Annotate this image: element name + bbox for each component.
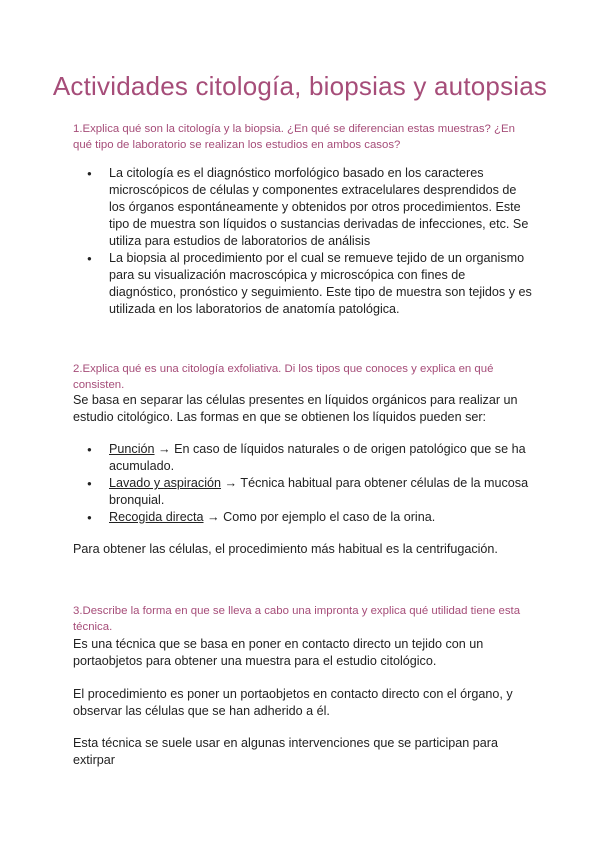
q3-paragraph: El procedimiento es poner un portaobjetos en contacto directo con el órgano, y observar las células que se han adherido a él.	[73, 687, 513, 718]
method-description: → En caso de líquidos naturales o de origen patológico que se ha acumulado.	[109, 442, 526, 473]
list-item	[73, 475, 533, 509]
method-description: → Como por ejemplo el caso de la orina.	[203, 510, 436, 524]
question-1: 1.Explica qué son la citología y la biopsia. ¿En qué se diferencian estas muestras? ¿En qué tipo de laboratorio se realizan los estudios en ambos casos?	[73, 123, 515, 151]
q1-bullet-list	[73, 165, 533, 318]
list-item: ● La citología es el diagnóstico morfológico basado en los caracteres microscópicos de células y componentes extracelulares desprendidos de los órganos espontáneamente y obtenidos por otros procedimientos. Este tipo de muestra son líquidos o sustancias derivadas de infecciones, etc. Se utiliza para estudios de laboratorios de análisis	[73, 165, 533, 250]
question-2: 2.Explica qué es una citología exfoliativa. Di los tipos que conoces y explica en qué consisten.	[73, 363, 494, 391]
question-3: 3.Describe la forma en que se lleva a cabo una impronta y explica qué utilidad tiene esta técnica.	[73, 605, 521, 633]
method-description: → Técnica habitual para obtener células de la mucosa bronquial.	[109, 476, 529, 507]
list-item	[73, 509, 533, 526]
method-term: Punción	[109, 442, 155, 456]
q3-paragraph: Es una técnica que se basa en poner en contacto directo un tejido con un portaobjetos para obtener una muestra para el estudio citológico.	[73, 637, 484, 668]
list-item: ● La biopsia al procedimiento por el cual se remueve tejido de un organismo para su visualización macroscópica y microscópica con fines de diagnóstico, pronóstico y seguimiento. Este tipo de muestra son tejidos y es utilizada en los laboratorios de anatomía patológica.	[73, 250, 533, 318]
method-term: Lavado y aspiración	[109, 476, 222, 490]
q2-intro-paragraph: Se basa en separar las células presentes en líquidos orgánicos para realizar un estudio citológico. Las formas en que se obtienen los líquidos pueden ser:	[73, 393, 518, 424]
list-item	[73, 441, 533, 475]
q3-paragraph: Esta técnica se suele usar en algunas intervenciones que se participan para extirpar	[73, 736, 498, 767]
q2-methods-list	[73, 441, 533, 526]
q2-closing-paragraph: Para obtener las células, el procedimiento más habitual es la centrifugación.	[73, 542, 498, 556]
page-title: Actividades citología, biopsias y autopsias	[52, 71, 548, 101]
method-term: Recogida directa	[109, 510, 204, 524]
